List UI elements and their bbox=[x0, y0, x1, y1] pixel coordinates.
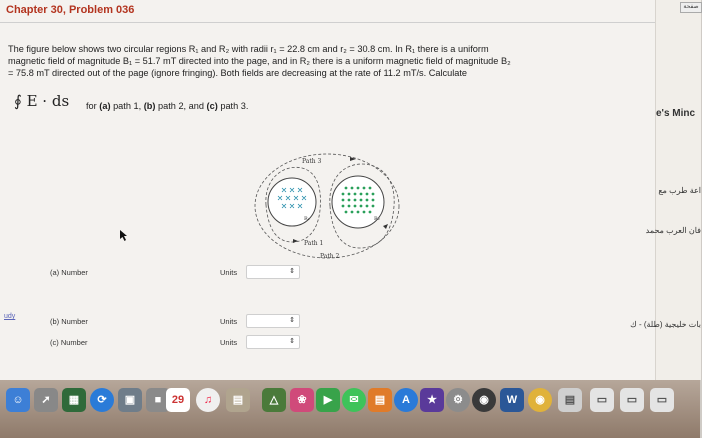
select-arrows-icon: ⇕ bbox=[289, 338, 295, 345]
itunes-icon[interactable]: ♫ bbox=[196, 388, 220, 412]
path-2-label: Path 2 bbox=[320, 253, 340, 260]
window-thumbnail-icon[interactable]: ▭ bbox=[620, 388, 644, 412]
path-2-arrow bbox=[383, 224, 388, 229]
problem-statement bbox=[8, 43, 640, 80]
divider bbox=[0, 22, 655, 23]
units-label-c: Units bbox=[220, 338, 238, 347]
imovie-icon[interactable]: ★ bbox=[420, 388, 444, 412]
sidebar-item-1[interactable]: e's Minc bbox=[656, 108, 696, 119]
mouse-cursor bbox=[120, 230, 128, 242]
number-input-b[interactable] bbox=[120, 314, 234, 328]
for-text: path 1, bbox=[110, 101, 144, 111]
chrome-icon[interactable]: ◉ bbox=[528, 388, 552, 412]
units-select-a[interactable] bbox=[246, 265, 300, 279]
problem-line-3: = 75.8 mT directed out of the page (ignore fringing). Both fields are decreasing at the rate of 11.2 mT/s. Calculate bbox=[8, 68, 468, 79]
facetime-icon[interactable]: ▶ bbox=[316, 388, 340, 412]
problem-line-1: The figure below shows two circular regions R₁ and R₂ with radii r₁ = 22.8 cm and r₂ = 30.8 cm. In R₁ there is a uniform bbox=[8, 44, 489, 54]
path-1-arrow bbox=[293, 239, 298, 243]
answer-label-a: (a) Number bbox=[50, 268, 88, 277]
contacts-icon[interactable]: ■ bbox=[146, 388, 170, 412]
finder-icon[interactable]: ☺ bbox=[6, 388, 30, 412]
safari-icon[interactable]: ⟳ bbox=[90, 388, 114, 412]
sidebar-item-4[interactable]: بات خليجية (طلة) - ك bbox=[630, 320, 701, 329]
study-link[interactable]: udy bbox=[4, 313, 16, 320]
sidebar-item-3[interactable]: فان العرب محمد bbox=[645, 226, 701, 235]
number-input-c[interactable] bbox=[120, 335, 234, 349]
select-arrows-icon: ⇕ bbox=[289, 268, 295, 275]
window-thumbnail-icon[interactable]: ▭ bbox=[590, 388, 614, 412]
select-arrows-icon: ⇕ bbox=[289, 317, 295, 324]
preview-icon[interactable]: ▤ bbox=[226, 388, 250, 412]
part-b-label: (b) bbox=[143, 101, 156, 111]
units-select-b[interactable] bbox=[246, 314, 300, 328]
path-1-label: Path 1 bbox=[304, 240, 324, 247]
region-r2-label: R₂ bbox=[374, 216, 380, 222]
sidebar-item-2[interactable]: اعة طرب مع bbox=[658, 186, 701, 195]
photos-icon[interactable]: ▣ bbox=[118, 388, 142, 412]
number-input-a[interactable] bbox=[120, 265, 234, 279]
region-r1-label: R₁ bbox=[304, 216, 310, 222]
answer-label-b: (b) Number bbox=[50, 317, 88, 326]
for-text: for bbox=[86, 101, 100, 111]
window-thumbnail-icon[interactable]: ▭ bbox=[650, 388, 674, 412]
photos-app-icon[interactable]: ❀ bbox=[290, 388, 314, 412]
part-a-label: (a) bbox=[99, 101, 111, 111]
word-icon[interactable]: W bbox=[500, 388, 524, 412]
part-c-label: (c) bbox=[206, 101, 218, 111]
app-store-icon[interactable]: A bbox=[394, 388, 418, 412]
right-sidebar bbox=[630, 0, 701, 380]
dashboard-icon[interactable]: ▦ bbox=[62, 388, 86, 412]
messages-icon[interactable]: ✉ bbox=[342, 388, 366, 412]
problem-line-2: magnetic field of magnitude B₁ = 51.7 mT directed into the page, and in R₂ there is a uniform magnetic field of magnitude B₂ bbox=[8, 56, 511, 67]
units-select-c[interactable] bbox=[246, 335, 300, 349]
launchpad-icon[interactable]: ➚ bbox=[34, 388, 58, 412]
sidebar-top-button[interactable]: صفحة bbox=[680, 2, 702, 13]
units-label-b: Units bbox=[220, 317, 238, 326]
page-title: Chapter 30, Problem 036 bbox=[6, 4, 135, 16]
maps-icon[interactable]: △ bbox=[262, 388, 286, 412]
path-3-arrow bbox=[350, 157, 356, 161]
for-text: path 2, and bbox=[155, 101, 207, 111]
system-preferences-icon[interactable]: ⚙ bbox=[446, 388, 470, 412]
document-icon[interactable]: ▤ bbox=[558, 388, 582, 412]
dock bbox=[0, 380, 700, 438]
calendar-icon[interactable]: 29 bbox=[166, 388, 190, 412]
units-label-a: Units bbox=[220, 268, 238, 277]
figure-diagram bbox=[246, 150, 408, 266]
for-text: path 3. bbox=[217, 101, 249, 111]
ibooks-icon[interactable]: ▤ bbox=[368, 388, 392, 412]
line-integral: ∮ E · ds bbox=[14, 92, 70, 110]
path-3-label: Path 3 bbox=[302, 158, 322, 165]
answer-label-c: (c) Number bbox=[50, 338, 88, 347]
quicktime-icon[interactable]: ◉ bbox=[472, 388, 496, 412]
integral-paths-text bbox=[86, 101, 248, 111]
